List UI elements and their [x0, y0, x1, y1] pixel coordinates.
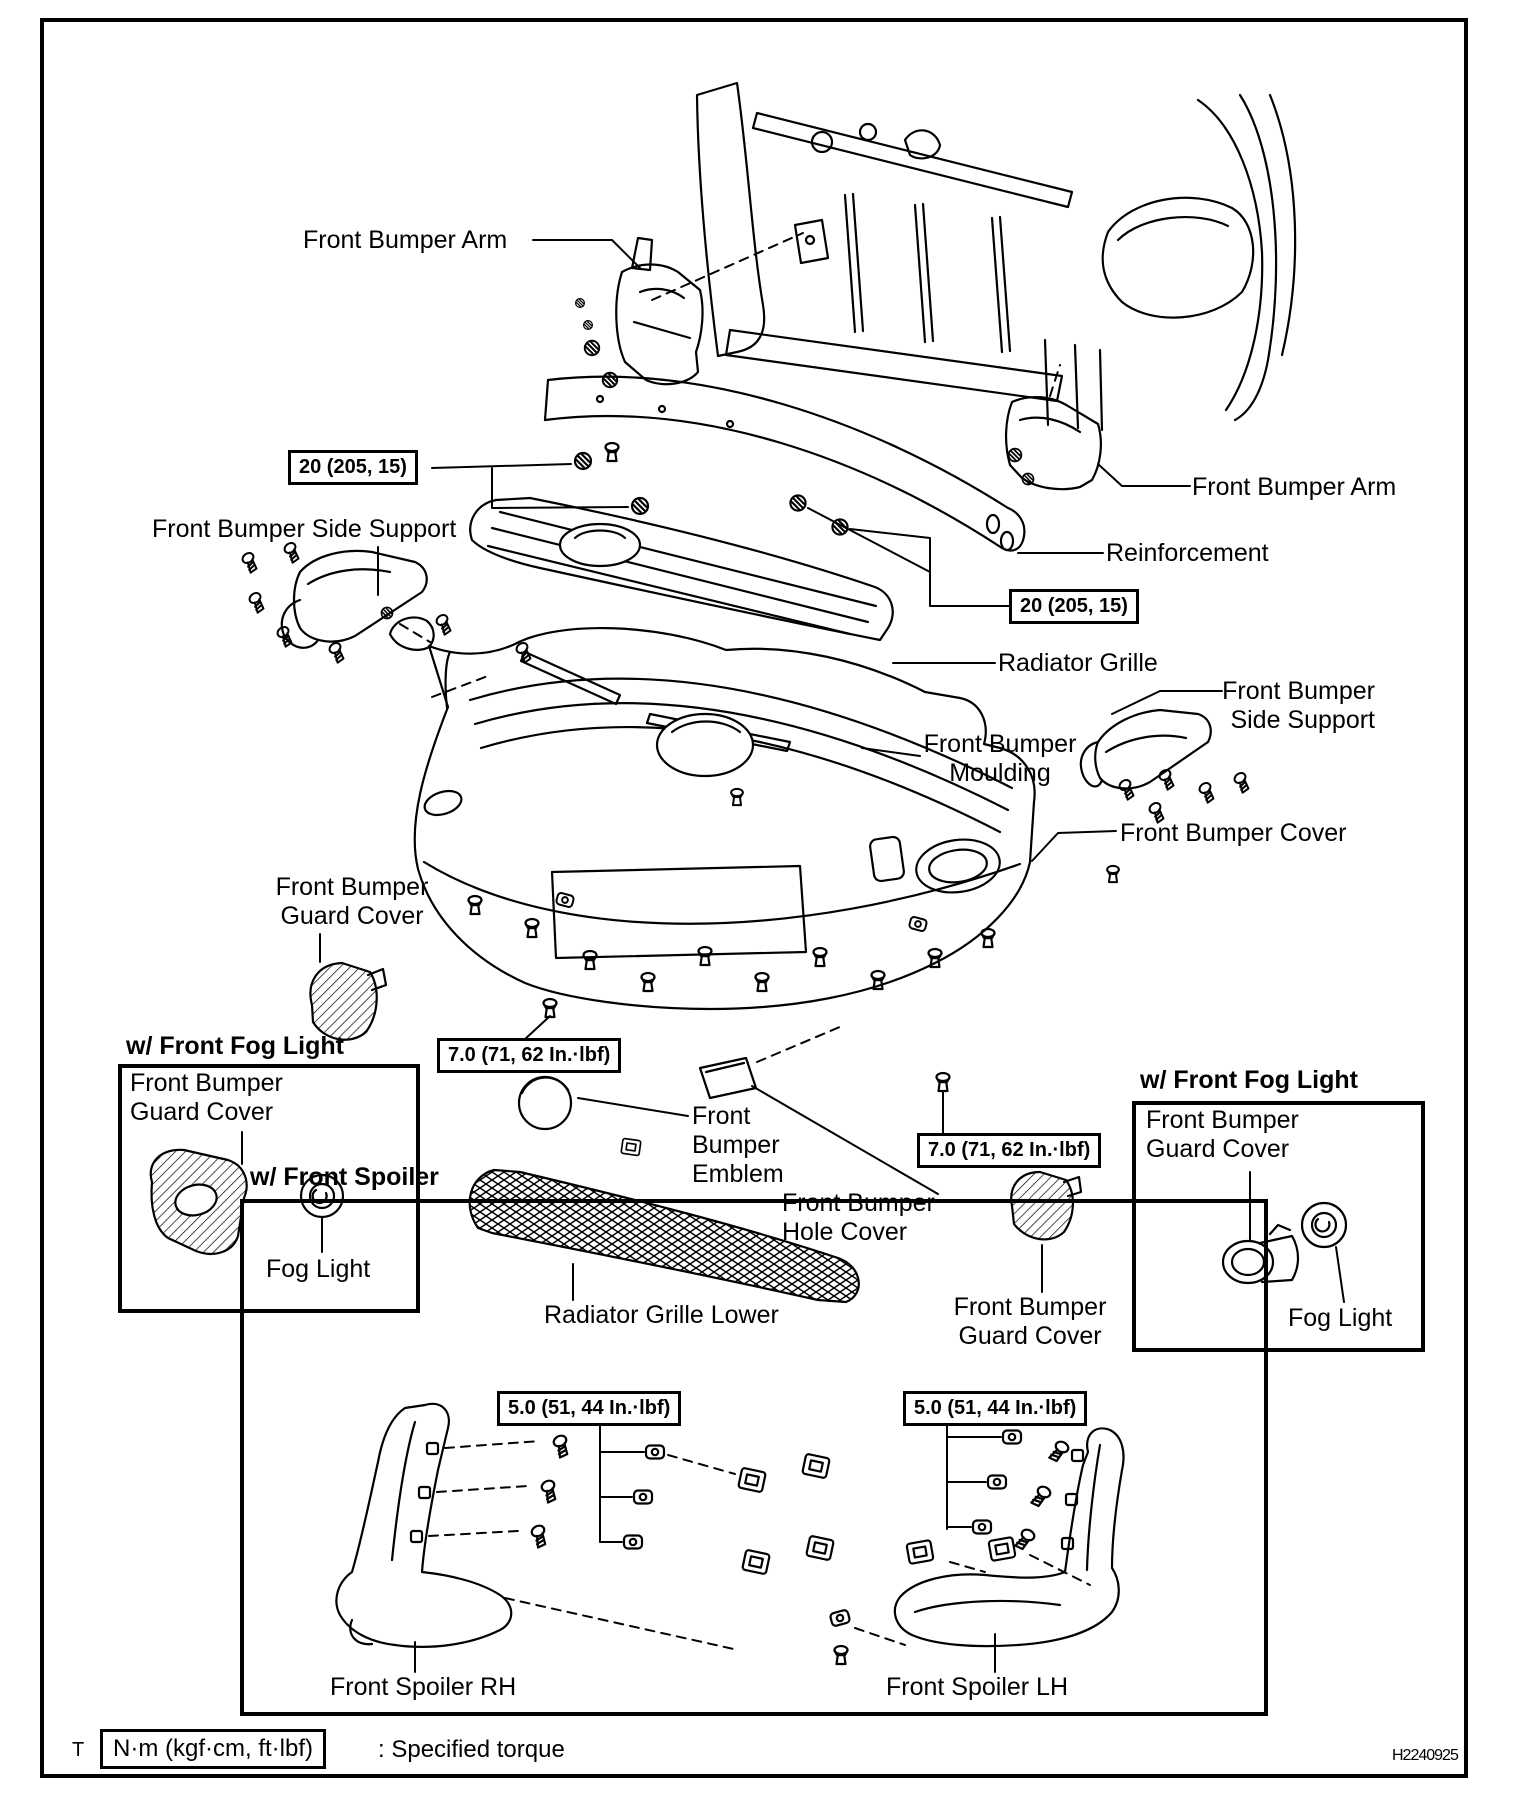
torque-symbol: T — [72, 1739, 85, 1761]
torque-box-spoiler-lh: 5.0 (51, 44 In.·lbf) — [903, 1391, 1087, 1426]
torque-box-spoiler-rh: 5.0 (51, 44 In.·lbf) — [497, 1391, 681, 1426]
label-line: Side Support — [1230, 706, 1375, 734]
torque-units-box: N·m (kgf·cm, ft·lbf) — [100, 1729, 326, 1769]
label-line: Guard Cover — [130, 1098, 274, 1126]
group-heading-fog-light-left: w/ Front Fog Light — [126, 1032, 344, 1060]
label-radiator-grille: Radiator Grille — [998, 649, 1158, 677]
label-front-bumper-moulding — [918, 730, 1082, 788]
label-line: Front Bumper — [953, 1293, 1107, 1321]
bumper-arm-left-art — [576, 233, 803, 387]
radiator-grille-art — [470, 443, 892, 640]
label-line: Guard Cover — [958, 1322, 1102, 1350]
bumper-arm-right-art — [1006, 365, 1101, 489]
torque-box-bumper-right: 7.0 (71, 62 In.·lbf) — [917, 1133, 1101, 1168]
label-line: Guard Cover — [280, 902, 424, 930]
legend-description: : Specified torque — [378, 1736, 565, 1763]
torque-box-bumper-left: 7.0 (71, 62 In.·lbf) — [437, 1038, 621, 1073]
label-radiator-grille-lower: Radiator Grille Lower — [544, 1301, 779, 1329]
label-guard-cover-fog-left — [130, 1069, 283, 1127]
label-front-bumper-arm-left: Front Bumper Arm — [303, 226, 508, 254]
label-fog-light-left: Fog Light — [266, 1255, 371, 1283]
group-heading-fog-light-right: w/ Front Fog Light — [1140, 1066, 1358, 1094]
label-line: Front Bumper — [1222, 677, 1375, 705]
label-front-bumper-cover: Front Bumper Cover — [1120, 819, 1347, 847]
label-front-bumper-side-support-left: Front Bumper Side Support — [152, 515, 457, 543]
label-fog-light-right: Fog Light — [1288, 1304, 1393, 1332]
label-line: Front Bumper — [782, 1189, 935, 1217]
label-front-spoiler-lh: Front Spoiler LH — [886, 1673, 1069, 1701]
label-line: Hole Cover — [782, 1218, 908, 1246]
label-front-bumper-emblem — [692, 1102, 784, 1189]
label-front-bumper-guard-cover-upper — [262, 873, 442, 931]
label-guard-cover-fog-right — [1146, 1106, 1299, 1164]
label-line: Guard Cover — [1146, 1135, 1290, 1163]
label-line: Emblem — [692, 1160, 784, 1188]
label-line: Bumper — [692, 1131, 780, 1159]
radiator-support-art — [697, 83, 1102, 430]
label-line: Front Bumper — [1146, 1106, 1299, 1134]
headlight-art — [1103, 95, 1295, 420]
torque-box-reinforcement-left: 20 (205, 15) — [288, 450, 418, 485]
label-line: Front Bumper — [130, 1069, 283, 1097]
label-line: Front — [692, 1102, 751, 1130]
label-line: Front Bumper — [923, 730, 1077, 758]
side-support-left-art — [240, 541, 454, 663]
reinforcement-art — [545, 377, 1024, 551]
group-heading-front-spoiler: w/ Front Spoiler — [250, 1163, 439, 1191]
label-line: Front Bumper — [275, 873, 429, 901]
label-reinforcement: Reinforcement — [1106, 539, 1269, 567]
label-front-bumper-side-support-right — [1190, 677, 1375, 735]
torque-box-reinforcement-right: 20 (205, 15) — [1009, 589, 1139, 624]
figure-code: H2240925 — [1392, 1747, 1458, 1764]
label-front-spoiler-rh: Front Spoiler RH — [330, 1673, 517, 1701]
group-box-front-spoiler — [240, 1199, 1268, 1716]
label-front-bumper-arm-right: Front Bumper Arm — [1192, 473, 1397, 501]
label-line: Moulding — [949, 759, 1051, 787]
